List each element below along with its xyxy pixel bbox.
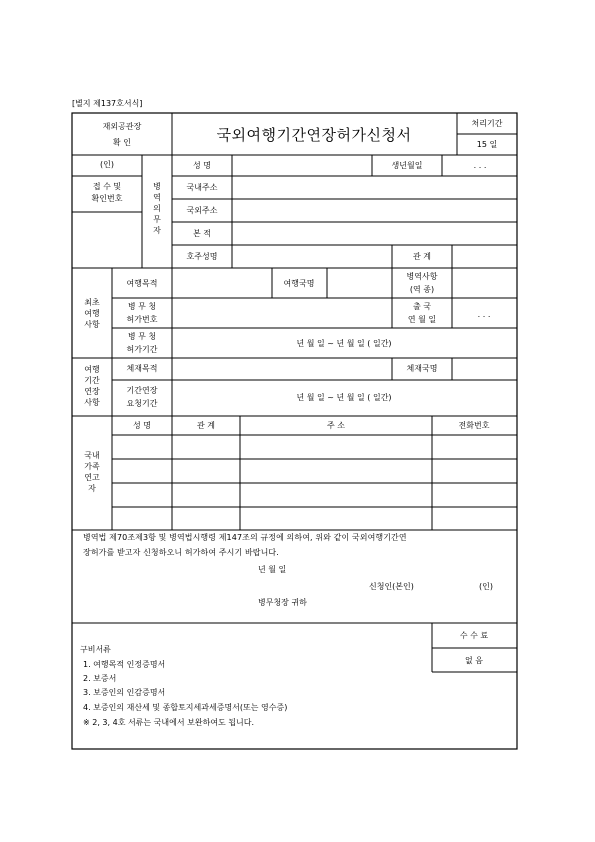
permit-no-label-line1: 병 무 청 <box>127 302 157 311</box>
birth-date-field[interactable]: . . . <box>473 161 487 170</box>
fee-value: 없 음 <box>465 656 483 665</box>
initial-travel-section-line: 사항 <box>84 320 100 329</box>
obligor-section-char: 병 <box>153 182 161 191</box>
domicile-field[interactable] <box>236 225 514 242</box>
documents-title: 구비서류 <box>80 645 111 654</box>
family-section-line: 연고 <box>84 473 100 482</box>
birth-label: 생년월일 <box>391 161 423 170</box>
stay-country-field[interactable] <box>455 361 515 378</box>
service-status-label-line1: 병역사항 <box>406 272 438 281</box>
applicant-seal: (인) <box>479 582 493 591</box>
list-item: 2. 보증서 <box>83 674 117 683</box>
list-item: 3. 보증인의 인감증명서 <box>83 688 166 697</box>
obligor-section-char: 의 <box>153 204 161 213</box>
extension-section-line: 기간 <box>84 376 100 385</box>
domestic-address-label: 국내주소 <box>186 183 218 192</box>
relation-label: 관 계 <box>413 252 431 261</box>
initial-travel-section-line: 최초 <box>84 298 100 307</box>
travel-purpose-field[interactable] <box>175 271 270 295</box>
extension-section-line: 여행 <box>84 365 100 374</box>
departure-label-line2: 연 월 일 <box>407 315 437 324</box>
declaration-date[interactable]: 년 월 일 <box>258 565 287 574</box>
obligor-section-char: 무 <box>153 215 161 224</box>
declaration-line2: 장허가를 받고자 신청하오니 허가하여 주시기 바랍니다. <box>83 548 279 557</box>
table-row[interactable] <box>114 461 516 482</box>
domestic-address-field[interactable] <box>236 179 514 196</box>
family-section-line: 국내 <box>84 451 100 460</box>
service-status-field[interactable] <box>455 271 515 295</box>
domicile-label: 본 적 <box>193 229 211 238</box>
requested-period-label-line1: 기간연장 <box>126 386 158 395</box>
permit-period-label-line1: 병 무 청 <box>127 332 157 341</box>
obligor-section-char: 역 <box>153 193 161 202</box>
household-head-label: 호주성명 <box>186 252 218 261</box>
family-col-address: 주 소 <box>327 421 345 430</box>
extension-section-line: 연장 <box>84 387 100 396</box>
departure-label-line1: 출 국 <box>413 302 431 311</box>
list-item: 4. 보증인의 재산세 및 종합토지세과세증명서(또는 영수증) <box>83 703 288 712</box>
foreign-address-label: 국외주소 <box>186 206 218 215</box>
form-number: [별지 제137호서식] <box>72 99 143 108</box>
embassy-confirm-label: 확 인 <box>113 138 131 147</box>
name-label: 성 명 <box>193 161 211 170</box>
travel-country-field[interactable] <box>330 271 390 295</box>
stay-country-label: 체재국명 <box>406 364 438 373</box>
family-section-line: 가족 <box>84 462 100 471</box>
travel-purpose-label: 여행목적 <box>126 279 158 288</box>
extension-section-line: 사항 <box>84 398 100 407</box>
permit-period-label-line2: 허가기간 <box>126 345 158 354</box>
relation-field[interactable] <box>455 248 515 265</box>
stay-purpose-label: 체재목적 <box>126 364 158 373</box>
name-field[interactable] <box>236 158 370 174</box>
family-col-relation: 관 계 <box>197 421 215 430</box>
family-col-phone: 전화번호 <box>458 421 490 430</box>
receipt-label-line1: 접 수 및 <box>92 182 122 191</box>
embassy-seal: (인) <box>100 160 114 169</box>
table-row[interactable] <box>114 437 516 458</box>
permit-period-field[interactable]: 년 월 일 ~ 년 월 일 ( 일간) <box>296 339 392 348</box>
requested-period-label-line2: 요청기간 <box>126 399 158 408</box>
declaration-line1: 병역법 제70조제3항 및 병역법시행령 제147조의 규정에 의하여, 위와 같이 국외여행기간연 <box>83 533 407 542</box>
family-section-line: 자 <box>88 484 96 493</box>
initial-travel-section-line: 여행 <box>84 309 100 318</box>
fee-label: 수 수 료 <box>459 631 489 640</box>
list-item: 1. 여행목적 인정증명서 <box>83 660 166 669</box>
form-title: 국외여행기간연장허가신청서 <box>216 126 412 144</box>
travel-country-label: 여행국명 <box>283 279 315 288</box>
applicant-label: 신청인(본인) <box>369 582 414 591</box>
receipt-label-line2: 확인번호 <box>91 194 123 203</box>
family-col-name: 성 명 <box>133 421 151 430</box>
embassy-label: 재외공관장 <box>102 122 142 131</box>
obligor-section-char: 자 <box>153 226 161 235</box>
processing-period-label: 처리기간 <box>471 119 503 128</box>
permit-no-label-line2: 허가번호 <box>126 315 158 324</box>
departure-date-field[interactable]: . . . <box>477 310 491 319</box>
initial-travel-section-label <box>77 297 107 330</box>
foreign-address-field[interactable] <box>236 202 514 219</box>
extension-section-label <box>77 364 107 408</box>
requested-period-field[interactable]: 년 월 일 ~ 년 월 일 ( 일간) <box>296 393 392 402</box>
table-row[interactable] <box>114 509 516 529</box>
obligor-section-label <box>151 181 163 236</box>
family-section-label <box>77 450 107 494</box>
service-status-label-line2: (역 종) <box>409 285 435 294</box>
household-head-field[interactable] <box>236 248 390 265</box>
permit-number-field[interactable] <box>175 301 389 325</box>
documents-note: ※ 2, 3, 4호 서류는 국내에서 보완하여도 됩니다. <box>83 718 255 727</box>
stay-purpose-field[interactable] <box>175 361 389 378</box>
addressee: 병무청장 귀하 <box>258 598 307 607</box>
table-row[interactable] <box>114 485 516 506</box>
processing-period-value: 15 일 <box>476 140 498 149</box>
